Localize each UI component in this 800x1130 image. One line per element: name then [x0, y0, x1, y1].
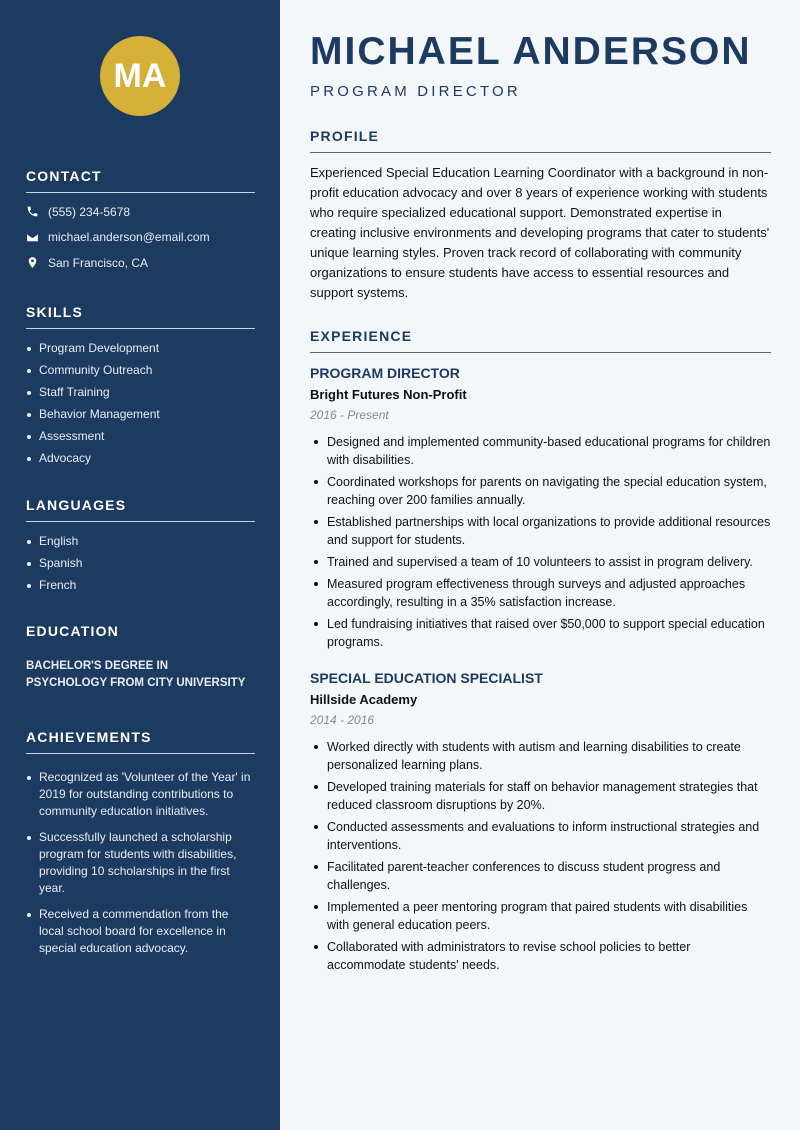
job-title: SPECIAL EDUCATION SPECIALIST: [310, 670, 543, 686]
email-text: michael.anderson@email.com: [48, 230, 210, 245]
job-bullet: Implemented a peer mentoring program that paired students with disabilities with general education peers.: [310, 898, 771, 934]
job-bullet: Designed and implemented community-based educational programs for children with disabilities.: [310, 433, 771, 469]
job-bullets: [310, 433, 771, 651]
job-bullet: Developed training materials for staff on behavior management strategies that reduced classroom disruptions by 20%.: [310, 778, 771, 814]
skill-item: Program Development: [26, 337, 255, 359]
job-entry: [310, 365, 771, 655]
achievements-heading: ACHIEVEMENTS: [26, 729, 255, 754]
candidate-name: MICHAEL ANDERSON: [310, 30, 752, 73]
achievement-item: Received a commendation from the local school board for excellence in special education advocacy.: [26, 906, 255, 957]
job-title: PROGRAM DIRECTOR: [310, 365, 460, 381]
job-bullet: Led fundraising initiatives that raised over $50,000 to support special education programs.: [310, 615, 771, 651]
avatar: [100, 36, 180, 116]
profile-heading: PROFILE: [310, 128, 771, 153]
skill-item: Assessment: [26, 425, 255, 447]
location-text: San Francisco, CA: [48, 255, 149, 270]
sidebar: [0, 0, 280, 1130]
skill-item: Staff Training: [26, 381, 255, 403]
education-heading: EDUCATION: [26, 623, 119, 639]
contact-list: [26, 199, 255, 276]
job-entry: [310, 670, 771, 978]
achievement-item: Recognized as 'Volunteer of the Year' in 2019 for outstanding contributions to community education initiatives.: [26, 769, 255, 820]
job-bullet: Established partnerships with local organizations to provide additional resources and support for students.: [310, 513, 771, 549]
skill-item: Behavior Management: [26, 403, 255, 425]
profile-text: Experienced Special Education Learning Coordinator with a background in non-profit education advocacy and over 8 years of experience working with students who require specialized educational support. Demonstrated expertise in creating inclusive environments and developing programs that cater to students' unique learning styles. Proven track record of collaborating with community organizations to ensure students have access to essential resources and support systems.: [310, 165, 770, 300]
achievements-list: [26, 769, 255, 966]
education-degree: BACHELOR'S DEGREE IN PSYCHOLOGY FROM CITY UNIVERSITY: [26, 660, 246, 689]
contact-email: [26, 225, 255, 251]
language-item: French: [26, 574, 255, 596]
job-bullets: [310, 738, 771, 974]
languages-heading: LANGUAGES: [26, 497, 255, 522]
job-bullet: Trained and supervised a team of 10 volunteers to assist in program delivery.: [310, 553, 771, 571]
contact-phone: [26, 199, 255, 225]
language-item: Spanish: [26, 552, 255, 574]
achievement-item: Successfully launched a scholarship program for students with disabilities, providing 10 scholarships in the first year.: [26, 829, 255, 897]
job-bullet: Conducted assessments and evaluations to inform instructional strategies and interventions.: [310, 818, 771, 854]
job-dates: 2014 - 2016: [310, 713, 375, 727]
languages-list: [26, 530, 255, 596]
job-bullet: Facilitated parent-teacher conferences to discuss student progress and challenges.: [310, 858, 771, 894]
job-bullet: Collaborated with administrators to revise school policies to better accommodate students' needs.: [310, 938, 771, 974]
location-pin-icon: [26, 256, 39, 269]
experience-heading: EXPERIENCE: [310, 328, 771, 353]
contact-heading: CONTACT: [26, 168, 255, 193]
job-company: Hillside Academy: [310, 692, 418, 707]
skills-heading: SKILLS: [26, 304, 255, 329]
skills-list: [26, 337, 255, 469]
email-icon: [26, 231, 39, 244]
job-bullet: Coordinated workshops for parents on navigating the special education system, reaching over 200 families annually.: [310, 473, 771, 509]
skill-item: Community Outreach: [26, 359, 255, 381]
avatar-initials: MA: [113, 56, 167, 95]
job-dates: 2016 - Present: [310, 408, 389, 422]
job-bullet: Measured program effectiveness through surveys and adjusted approaches accordingly, resulting in a 35% satisfaction increase.: [310, 575, 771, 611]
language-item: English: [26, 530, 255, 552]
skill-item: Advocacy: [26, 447, 255, 469]
job-bullet: Worked directly with students with autism and learning disabilities to create personalized learning plans.: [310, 738, 771, 774]
phone-icon: [26, 205, 39, 218]
phone-text: (555) 234-5678: [48, 204, 131, 219]
contact-location: [26, 250, 255, 276]
job-company: Bright Futures Non-Profit: [310, 387, 467, 402]
candidate-role: PROGRAM DIRECTOR: [310, 83, 521, 100]
